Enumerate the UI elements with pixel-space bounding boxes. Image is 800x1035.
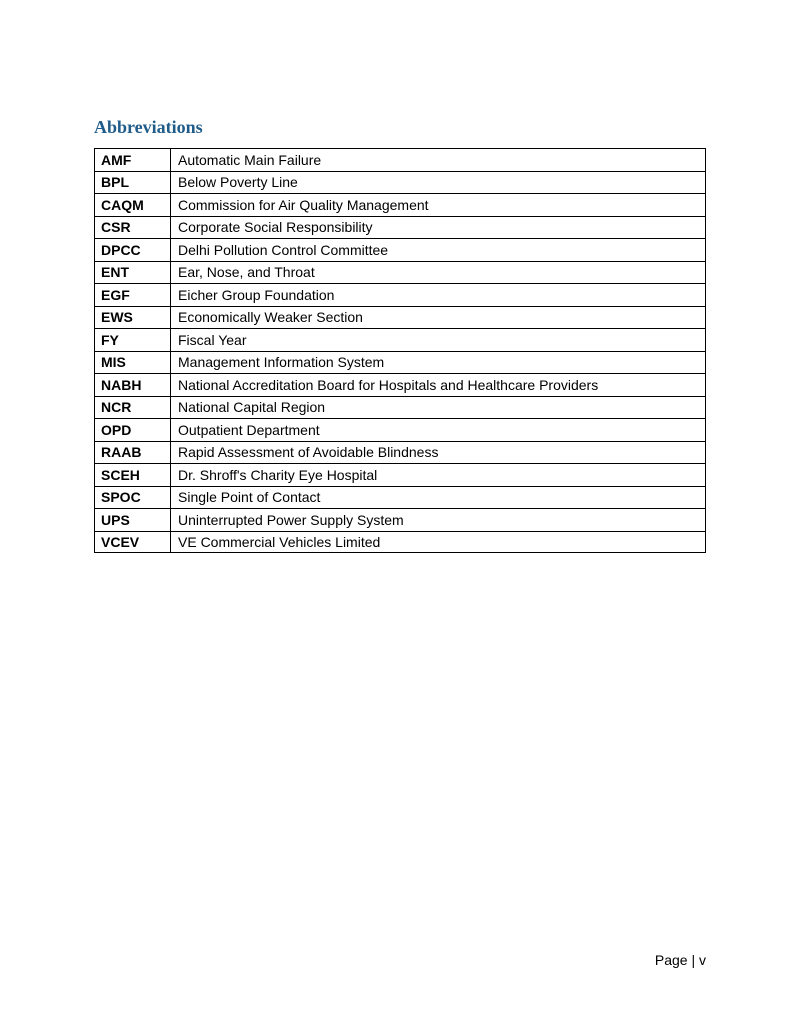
table-row [95, 374, 706, 397]
table-row [95, 171, 706, 194]
table-row [95, 419, 706, 442]
abbreviation-cell: NABH [95, 374, 171, 397]
abbreviation-cell: OPD [95, 419, 171, 442]
table-row [95, 509, 706, 532]
abbreviation-cell: UPS [95, 509, 171, 532]
definition-cell: National Capital Region [171, 396, 706, 419]
abbreviation-cell: FY [95, 329, 171, 352]
definition-cell: VE Commercial Vehicles Limited [171, 531, 706, 552]
definition-cell: Eicher Group Foundation [171, 284, 706, 307]
definition-cell: Fiscal Year [171, 329, 706, 352]
definition-cell: Rapid Assessment of Avoidable Blindness [171, 441, 706, 464]
definition-cell: Automatic Main Failure [171, 149, 706, 172]
abbreviation-cell: ENT [95, 261, 171, 284]
table-row [95, 149, 706, 172]
abbreviation-cell: NCR [95, 396, 171, 419]
abbreviation-cell: DPCC [95, 239, 171, 262]
abbreviation-cell: CAQM [95, 194, 171, 217]
page-number: Page | v [654, 952, 706, 968]
definition-cell: Single Point of Contact [171, 486, 706, 509]
definition-cell: Corporate Social Responsibility [171, 216, 706, 239]
table-row [95, 396, 706, 419]
page-title: Abbreviations [94, 117, 203, 137]
definition-cell: Economically Weaker Section [171, 306, 706, 329]
table-row [95, 216, 706, 239]
abbreviation-cell: SPOC [95, 486, 171, 509]
abbreviations-table-body [95, 149, 706, 553]
definition-cell: Delhi Pollution Control Committee [171, 239, 706, 262]
abbreviation-cell: CSR [95, 216, 171, 239]
abbreviation-cell: MIS [95, 351, 171, 374]
table-row [95, 329, 706, 352]
definition-cell: National Accreditation Board for Hospitals and Healthcare Providers [171, 374, 706, 397]
definition-cell: Dr. Shroff's Charity Eye Hospital [171, 464, 706, 487]
abbreviation-cell: SCEH [95, 464, 171, 487]
abbreviation-cell: AMF [95, 149, 171, 172]
definition-cell: Commission for Air Quality Management [171, 194, 706, 217]
abbreviations-table [94, 148, 706, 553]
abbreviation-cell: BPL [95, 171, 171, 194]
table-row [95, 284, 706, 307]
table-row [95, 464, 706, 487]
table-row [95, 194, 706, 217]
table-row [95, 486, 706, 509]
definition-cell: Ear, Nose, and Throat [171, 261, 706, 284]
definition-cell: Uninterrupted Power Supply System [171, 509, 706, 532]
table-row [95, 261, 706, 284]
table-row [95, 306, 706, 329]
table-row [95, 531, 706, 552]
table-row [95, 239, 706, 262]
definition-cell: Management Information System [171, 351, 706, 374]
abbreviation-cell: VCEV [95, 531, 171, 552]
definition-cell: Below Poverty Line [171, 171, 706, 194]
table-row [95, 351, 706, 374]
abbreviation-cell: EGF [95, 284, 171, 307]
table-row [95, 441, 706, 464]
definition-cell: Outpatient Department [171, 419, 706, 442]
abbreviation-cell: EWS [95, 306, 171, 329]
abbreviation-cell: RAAB [95, 441, 171, 464]
